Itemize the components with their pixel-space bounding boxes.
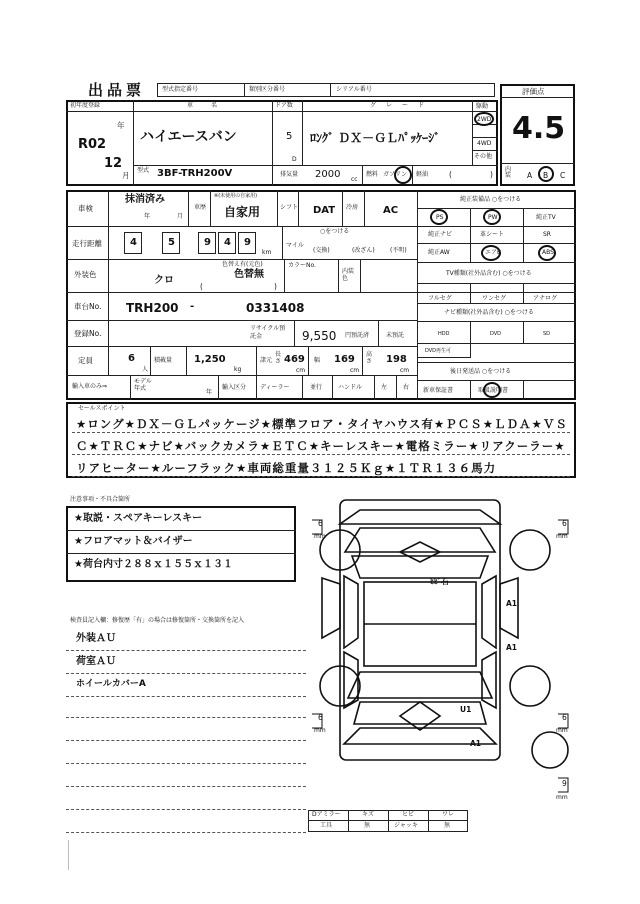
damage-mark-back-door: U1: [460, 705, 472, 714]
name-label: 車名: [187, 102, 236, 109]
equip-tv: 純正TV: [536, 214, 556, 221]
id-numbers-row: [157, 83, 495, 97]
capacity-value: 6: [128, 353, 135, 364]
height-unit: cm: [400, 367, 410, 374]
recycle-unpaid: 未預託: [386, 332, 405, 339]
docs-manual-circle: [483, 382, 501, 398]
notes-label: 注意事項・不具合箇所: [70, 496, 131, 503]
paren-close: ): [490, 170, 493, 179]
first-reg-month: 12: [104, 156, 123, 171]
width-label: 幅: [314, 357, 321, 364]
inspector-line-1: 外装ＡＵ: [76, 633, 116, 644]
model-year-label: モデル年式: [134, 378, 152, 393]
mile-exchanged: (交換): [313, 247, 330, 254]
wheel-rear-right: [510, 666, 550, 706]
fuel-diesel: 軽油: [416, 171, 429, 178]
ac-value: AC: [383, 205, 399, 216]
inspector-line-2: 荷室ＡＵ: [76, 656, 116, 667]
docs-warranty: 新車保証書: [423, 387, 454, 394]
fuel-gas-circle: [394, 166, 412, 184]
shaken-value: 抹消済み: [125, 194, 165, 205]
equip-leather: 革シート: [480, 231, 505, 238]
tools-header-2: キズ: [362, 811, 374, 818]
tools-value-4: 無: [444, 822, 451, 829]
left-mirror-side: [322, 578, 340, 638]
sales-point-line-1: ★ロング★ＤＸ－ＧＬパッケージ★標準フロア・タイヤハウス有★ＰＣＳ★ＬＤＡ★ＶＳ: [76, 417, 568, 431]
tire-value-rr: 6: [562, 713, 567, 722]
shaken-label: 車検: [78, 204, 93, 213]
chassis-label: 車台No.: [74, 302, 102, 311]
width-unit: cm: [350, 367, 360, 374]
dims-label: 諸元: [260, 357, 273, 364]
color-change-label: 色替え有(元色): [222, 261, 263, 268]
km-unit: km: [262, 249, 272, 256]
windshield: [352, 556, 488, 578]
model-year-unit: 年: [206, 389, 213, 396]
fuel-gas: ガソリン: [383, 171, 408, 178]
right-front-door: [482, 576, 496, 648]
handle-right: 右: [403, 384, 410, 391]
shift-label: シフト: [280, 204, 299, 211]
fuel-label: 燃料: [366, 171, 379, 178]
load-unit: kg: [234, 366, 242, 373]
handle-left: 左: [381, 384, 388, 391]
rating-score: 4.5: [512, 111, 566, 146]
interior-grade-a: A: [527, 171, 533, 180]
rear-emblem: [400, 702, 440, 730]
docs-label: 後日発送品 ○をつける: [450, 368, 512, 375]
right-mirror-side: [500, 578, 518, 638]
shaken-year: 年: [144, 213, 151, 220]
type-number-label: 型式指定番号: [162, 86, 199, 93]
tire-value-rl: 6: [318, 713, 323, 722]
int-color-label: 内装色: [342, 268, 355, 283]
inspector-label: 検査員記入欄：修復歴「有」の場合は修復箇所・交換箇所を記入: [70, 617, 245, 624]
interior-grade-b: B: [543, 171, 549, 180]
tire-mm-fl: mm: [314, 533, 326, 540]
grade-label: グレード: [370, 102, 435, 109]
serial-number-label: シリアル番号: [336, 86, 372, 93]
damage-mark-right-front: A1: [506, 599, 518, 608]
tire-mm-fr: mm: [556, 533, 568, 540]
interior-grade-c: C: [560, 171, 566, 180]
equip-airbag-circle: [481, 245, 501, 261]
drive-other: その他: [474, 153, 493, 160]
genuine-label: 純正装備品 ○をつける: [460, 196, 522, 203]
length-value: 469: [284, 354, 305, 365]
tire-value-fl: 6: [318, 519, 323, 528]
tire-value-spare: 9: [562, 779, 567, 788]
rating-label: 評価点: [522, 87, 545, 96]
tools-header-3: ヒビ: [402, 811, 415, 818]
damage-mark-right-rear: A1: [506, 643, 518, 652]
history-note: ※(未使用の自家用): [214, 193, 258, 199]
recycle-label: リサイクル預託金: [250, 325, 286, 340]
color-paren-close: ): [274, 282, 277, 291]
drive-4wd: 4WD: [477, 140, 492, 147]
navi-hdd: HDD: [438, 331, 450, 337]
equip-abs: ABS: [542, 249, 554, 256]
tire-value-fr: 6: [562, 519, 567, 528]
door-count: 5: [286, 131, 293, 142]
note-line-3: ★荷台内寸２８８ｘ１５５ｘ１３１: [74, 559, 233, 570]
mileage-digit-2: 5: [168, 237, 175, 248]
capacity-label: 定員: [78, 356, 93, 365]
displacement-label: 排気量: [280, 171, 299, 178]
mile-unknown: (不明): [390, 247, 407, 254]
left-front-door: [344, 576, 358, 648]
shaken-month: 月: [177, 213, 184, 220]
model-value: 3BF-TRH200V: [157, 168, 233, 179]
length-unit: cm: [296, 367, 306, 374]
sales-points-label: セールスポイント: [78, 405, 126, 412]
equip-ps: PS: [436, 214, 444, 221]
front-bumper: [340, 510, 500, 524]
color-change-value: 色替無: [234, 269, 264, 280]
mileage-digit-4: 4: [224, 237, 231, 248]
recycle-value: 9,550: [302, 329, 337, 343]
class-number-label: 類別区分番号: [249, 86, 286, 93]
regno-label: 登録No.: [74, 329, 102, 338]
vehicle-name: ハイエースバン: [140, 129, 237, 145]
tire-mm-rl: mm: [314, 727, 326, 734]
year-unit: 年: [117, 121, 125, 130]
drive-2wd-circle: [474, 112, 494, 126]
chassis-prefix: TRH200: [126, 301, 179, 315]
history-value: 自家用: [224, 205, 261, 219]
length-label: 長さ: [275, 351, 282, 365]
shift-value: DAT: [313, 205, 336, 216]
height-value: 198: [386, 354, 407, 365]
inspector-line-3: ホイールカバーA: [76, 679, 146, 689]
mile-label: マイル: [286, 242, 304, 249]
height-label: 高さ: [366, 351, 373, 365]
chassis-number: 0331408: [246, 301, 305, 315]
mileage-label: 走行距離: [72, 239, 102, 248]
equip-aw: 純正AW: [428, 249, 450, 256]
tv-label: TV種類(社外品含む) ○をつける: [446, 270, 532, 277]
tire-mm-rr: mm: [556, 727, 568, 734]
door-label: ドア数: [275, 102, 293, 109]
equip-abs-circle: [538, 245, 556, 261]
tools-header-1: Dアミラー: [312, 811, 341, 818]
drive-2wd: 2WD: [477, 116, 492, 123]
mileage-digit-3: 9: [204, 237, 211, 248]
equip-sr: SR: [543, 231, 551, 238]
spare-wheel: [532, 732, 568, 768]
equip-pw-circle: [483, 209, 501, 225]
parallel-option: 並行: [310, 384, 323, 391]
tire-mm-spare: mm: [556, 794, 568, 801]
wheel-front-right: [510, 530, 550, 570]
tv-analog: アナログ: [533, 295, 558, 302]
mileage-digit-5: 9: [244, 237, 251, 248]
equip-navi: 純正ナビ: [428, 231, 453, 238]
tools-value-1: 工具: [320, 822, 333, 829]
form-title: 出品票: [88, 81, 146, 99]
width-value: 169: [334, 354, 355, 365]
hood: [345, 528, 495, 552]
grade-value: ﾛﾝｸﾞ ＤＸ－ＧＬﾊﾟｯｹｰｼﾞ: [310, 131, 441, 145]
mile-tampered: (改ざん): [352, 247, 375, 254]
ac-label: 冷房: [346, 204, 359, 211]
displacement-unit: cc: [351, 176, 358, 183]
ext-color-label: 外装色: [74, 270, 97, 279]
handle-label: ハンドル: [338, 384, 363, 391]
history-label: 車歴: [194, 204, 207, 211]
navi-sd: SD: [543, 331, 551, 337]
interior-label: 内装: [505, 166, 512, 179]
tools-header-4: ワレ: [442, 811, 455, 818]
tv-fullseg: フルセグ: [428, 295, 452, 302]
color-no-label: カラーNo.: [288, 262, 316, 269]
car-damage-diagram: [300, 488, 590, 808]
rear-window: [348, 672, 492, 698]
import-label: 輸入車のみ⇒: [72, 383, 108, 390]
displacement-value: 2000: [315, 169, 341, 180]
sales-point-line-2: Ｃ★ＴＲＣ★ナビ★バックカメラ★ＥＴＣ★キーレスキー★電格ミラー★リアクーラー★: [76, 439, 566, 453]
mileage-digit-1: 4: [130, 237, 137, 248]
tools-value-3: ジャッキ: [394, 822, 418, 829]
capacity-unit: 人: [142, 366, 149, 373]
docs-manual: 取扱説明書: [478, 387, 509, 394]
first-reg-label: 初年度登録: [70, 102, 101, 109]
drive-label: 駆動: [476, 103, 489, 110]
chassis-dash: -: [190, 301, 195, 312]
paren-open: (: [449, 170, 452, 179]
note-line-2: ★フロアマット＆バイザー: [74, 536, 193, 547]
recycle-unit: 円預託済: [345, 332, 370, 339]
damage-mark-rear-bumper: A1: [470, 739, 482, 748]
model-label: 型式: [137, 167, 150, 174]
equip-pw: PW: [488, 214, 498, 221]
import-dist-label: 輸入区分: [222, 384, 247, 391]
tv-oneseg: ワンセグ: [482, 295, 507, 302]
tools-value-2: 無: [364, 822, 371, 829]
first-reg-era: R02: [78, 137, 107, 152]
equip-ps-circle: [430, 209, 448, 225]
mileage-note: ○をつける: [320, 228, 350, 235]
damage-mark-windshield: ﾋﾋﾞ石: [430, 577, 449, 586]
navi-dvd: DVD: [490, 331, 502, 337]
load-value: 1,250: [194, 354, 226, 365]
dealer-option: ディーラー: [260, 384, 290, 391]
color-paren-open: (: [200, 282, 203, 291]
sales-point-line-3: リアヒーター★ルーフラック★車両総重量３１２５Ｋｇ★１ＴＲ１３６馬力: [76, 461, 497, 475]
navi-label: ナビ種類(社外品含む) ○をつける: [444, 309, 534, 316]
note-line-1: ★取説・スペアキーレスキー: [74, 513, 203, 524]
equip-airbag: エアB: [485, 249, 502, 256]
ext-color-value: クロ: [154, 275, 174, 286]
load-label: 積載量: [154, 357, 173, 364]
door-suffix: D: [292, 156, 297, 163]
interior-grade-b-circle: [538, 166, 554, 182]
month-unit: 月: [122, 171, 130, 180]
navi-dvd-play: DVD再生可: [425, 348, 452, 354]
